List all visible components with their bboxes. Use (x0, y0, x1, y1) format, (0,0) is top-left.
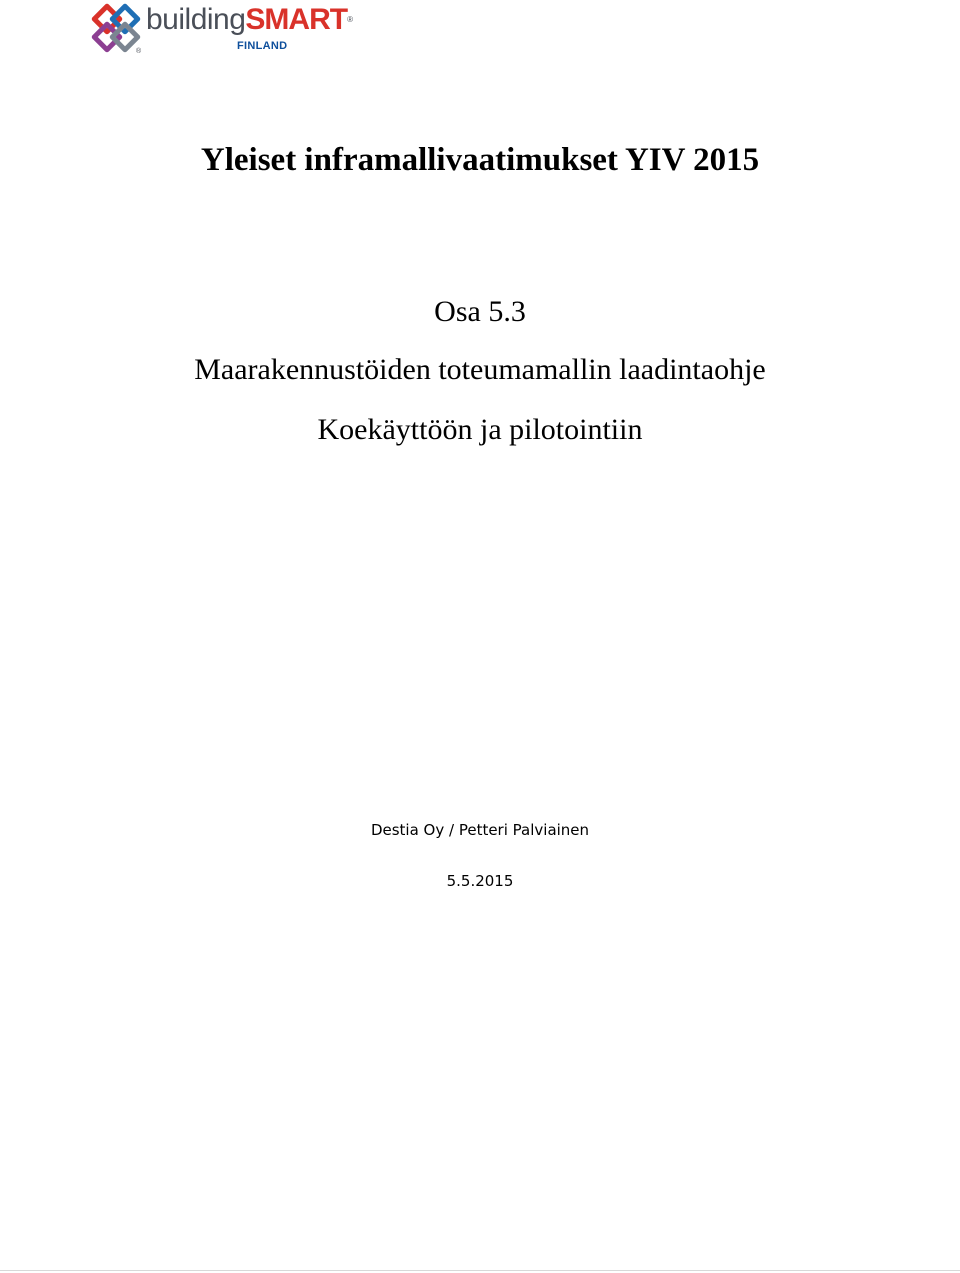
document-author: Destia Oy / Petteri Palviainen (370, 821, 590, 839)
svg-text:®: ® (136, 48, 142, 54)
document-title: Yleiset inframallivaatimukset YIV 2015 (200, 142, 760, 178)
logo-wordmark-building: building (146, 3, 246, 36)
buildingsmart-finland-logo (90, 2, 390, 54)
logo-registered-mark: ® (347, 15, 353, 24)
document-date: 5.5.2015 (446, 872, 514, 890)
logo-subtitle-finland: FINLAND (237, 40, 288, 52)
logo-wordmark (146, 2, 352, 38)
document-subtitle: Maarakennustöiden toteumamallin laadintaohje (194, 353, 766, 386)
logo-wordmark-smart: SMART (245, 3, 348, 36)
page-bottom-divider (0, 1270, 960, 1271)
document-note: Koekäyttöön ja pilotointiin (317, 413, 643, 446)
buildingsmart-mark-icon (90, 2, 142, 54)
document-part: Osa 5.3 (434, 295, 526, 328)
